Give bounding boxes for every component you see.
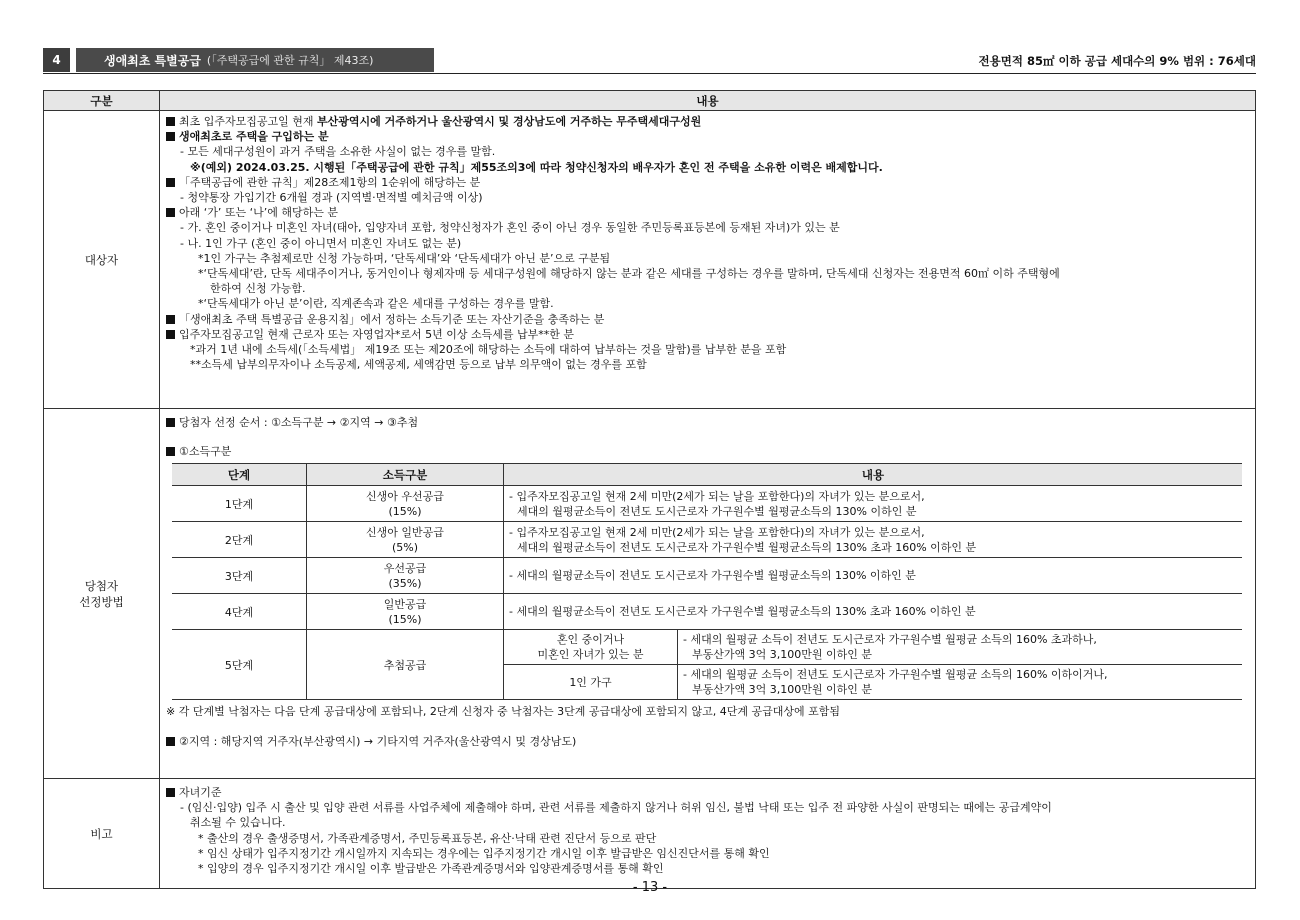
lottery-group-cell: 1인 가구	[504, 665, 678, 700]
square-bullet-icon	[166, 788, 175, 797]
table-row	[172, 486, 1242, 522]
remarks-line	[166, 785, 1249, 800]
target-line: *‘단독세대가 아닌 분’이란, 직계존속과 같은 세대를 구성하는 경우를 말함.	[198, 297, 554, 311]
text: - 입주자모집공고일 현재 2세 미만(2세가 되는 날을 포함한다)의 자녀가 있는 분으로서,	[509, 489, 925, 503]
stage-cell: 1단계	[172, 486, 307, 522]
income-heading	[166, 444, 1249, 459]
text: 아래 ‘가’ 또는 ‘나’에 해당하는 분	[179, 206, 338, 220]
target-line: 한하여 신청 가능함.	[210, 282, 306, 296]
text: 최초 입주자모집공고일 현재	[179, 115, 318, 128]
target-line	[166, 327, 1249, 342]
remarks-line: * 출산의 경우 출생증명서, 가족관계증명서, 주민등록표등본, 유산·낙태 관련 진단서 등으로 판단	[198, 831, 657, 845]
text: 부동산가액 3억 3,100만원 이하인 분	[692, 648, 872, 662]
note-part: 85㎡	[1027, 54, 1055, 68]
table-row	[172, 522, 1242, 558]
target-content	[160, 111, 1256, 409]
text: - 세대의 월평균 소득이 전년도 도시근로자 가구원수별 월평균 소득의 160% 이하이거나,	[683, 668, 1108, 682]
table-row	[172, 594, 1242, 630]
note-part: 범위 : 76세대	[1178, 54, 1256, 68]
remarks-content	[160, 779, 1256, 889]
content-cell	[678, 630, 1243, 665]
table-row	[172, 558, 1242, 594]
text: - 입주자모집공고일 현재 2세 미만(2세가 되는 날을 포함한다)의 자녀가 있는 분으로서,	[509, 525, 925, 539]
text: (5%)	[391, 540, 419, 554]
page-number: - 13 -	[632, 880, 668, 895]
header-divider	[43, 73, 1256, 74]
text: 신생아 일반공급	[366, 525, 444, 539]
sub-header-stage: 단계	[172, 464, 307, 486]
target-line: - 가. 혼인 중이거나 미혼인 자녀(태아, 입양자녀 포함, 청약신청자가 혼인 중이 아닌 경우 동일한 주민등록표등본에 등재된 자녀)가 있는 분	[180, 221, 840, 235]
section-title-sub: (「주택공급에 관한 규칙」 제43조)	[206, 54, 374, 67]
square-bullet-icon	[166, 132, 175, 141]
target-line	[166, 129, 1249, 144]
target-line	[166, 205, 1249, 220]
square-bullet-icon	[166, 208, 175, 217]
square-bullet-icon	[166, 447, 175, 456]
text-bold: 부산광역시에 거주하거나 울산광역시 및 경상남도에 거주하는 무주택세대구성원	[317, 115, 702, 128]
text: (35%)	[388, 576, 422, 590]
note-part: 이하 공급 세대수의	[1054, 54, 1160, 68]
col-content-header: 내용	[160, 91, 1256, 111]
target-line: - 청약통장 가입기간 6개월 경과 (지역별·면적별 예치금액 이상)	[180, 191, 483, 205]
income-type-cell	[307, 594, 504, 630]
target-line	[166, 114, 1249, 129]
content-cell	[504, 522, 1243, 558]
selection-order	[166, 415, 1249, 430]
square-bullet-icon	[166, 330, 175, 339]
target-line	[166, 312, 1249, 327]
text: ②지역 : 해당지역 거주자(부산광역시) → 기타지역 거주자(울산광역시 및 경상남도)	[179, 734, 577, 748]
row-label-target: 대상자	[44, 111, 160, 409]
text: 「주택공급에 관한 규칙」제28조제1항의 1순위에 해당하는 분	[179, 175, 481, 189]
label-line: 선정방법	[79, 594, 124, 609]
square-bullet-icon	[166, 117, 175, 126]
text: (15%)	[388, 504, 422, 518]
selection-content	[160, 409, 1256, 779]
target-line: *1인 가구는 추첨제로만 신청 가능하며, ‘단독세대’와 ‘단독세대가 아닌 분’으로 구분됨	[198, 251, 611, 265]
lottery-group-cell	[504, 630, 678, 665]
text: 세대의 월평균소득이 전년도 도시근로자 가구원수별 월평균소득의 130% 이하인 분	[517, 504, 917, 518]
stage-cell: 4단계	[172, 594, 307, 630]
note-part: 전용면적	[978, 54, 1027, 68]
section-title	[76, 48, 434, 72]
text: 미혼인 자녀가 있는 분	[537, 648, 644, 662]
income-type-cell	[307, 522, 504, 558]
region-priority	[166, 734, 1249, 749]
content-cell	[504, 486, 1243, 522]
text-bold: 생애최초로 주택을 구입하는 분	[179, 130, 329, 144]
text: 신생아 우선공급	[366, 489, 444, 503]
income-type-cell	[307, 486, 504, 522]
square-bullet-icon	[166, 178, 175, 187]
stage-cell: 5단계	[172, 630, 307, 700]
table-row	[172, 630, 1242, 665]
row-label-remarks: 비고	[44, 779, 160, 889]
text: 우선공급	[383, 561, 427, 575]
square-bullet-icon	[166, 418, 175, 427]
label-line: 당첨자	[84, 578, 119, 593]
section-title-main: 생애최초 특별공급	[104, 53, 201, 68]
target-line	[166, 160, 1249, 175]
sub-header-income-type: 소득구분	[307, 464, 504, 486]
income-stage-table	[172, 463, 1242, 700]
remarks-line: - (임신·입양) 입주 시 출산 및 입양 관련 서류를 사업주체에 제출해야 하며, 관련 서류를 제출하지 않거나 허위 임신, 불법 낙태 또는 입주 전 파양한 사실이 판명되는 때에는 공급계약이	[180, 801, 1052, 815]
text: 일반공급	[383, 597, 427, 611]
square-bullet-icon	[166, 315, 175, 324]
col-category-header: 구분	[44, 91, 160, 111]
target-line: *과거 1년 내에 소득세(「소득세법」 제19조 또는 제20조에 해당하는 소득에 대하여 납부하는 것을 말함)를 납부한 분을 포함	[190, 343, 787, 357]
exception-note: ※(예외) 2024.03.25. 시행된「주택공급에 관한 규칙」제55조의3에 따라 청약신청자의 배우자가 혼인 전 주택을 소유한 이력은 배제합니다.	[190, 160, 883, 174]
first-time-buyer-table	[43, 90, 1256, 889]
square-bullet-icon	[166, 737, 175, 746]
target-line: - 나. 1인 가구 (혼인 중이 아니면서 미혼인 자녀도 없는 분)	[180, 236, 462, 250]
text: 부동산가액 3억 3,100만원 이하인 분	[692, 683, 872, 697]
sub-header-content: 내용	[504, 464, 1243, 486]
text: ①소득구분	[179, 445, 232, 459]
remarks-line: * 입양의 경우 입주지정기간 개시일 이후 발급받은 가족관계증명서와 입양관계증명서를 통해 확인	[198, 862, 664, 876]
stage-carryover-note: ※ 각 단계별 낙첨자는 다음 단계 공급대상에 포함되나, 2단계 신청자 중 낙첨자는 3단계 공급대상에 포함되지 않고, 4단계 공급대상에 포함됨	[166, 705, 840, 719]
remarks-line: 취소될 수 있습니다.	[190, 816, 286, 830]
content-cell	[678, 665, 1243, 700]
target-line: *‘단독세대’란, 단독 세대주이거나, 동거인이나 형제자매 등 세대구성원에 해당하지 않는 분과 같은 세대를 구성하는 경우를 말하며, 단독세대 신청자는 전용면적 60㎡ 이하 주택형에	[198, 267, 1060, 281]
section-number: 4	[43, 48, 70, 72]
income-type-cell: 추첨공급	[307, 630, 504, 700]
target-line	[166, 175, 1249, 190]
stage-cell: 3단계	[172, 558, 307, 594]
text: (15%)	[388, 612, 422, 626]
text: 세대의 월평균소득이 전년도 도시근로자 가구원수별 월평균소득의 130% 초과 160% 이하인 분	[517, 540, 977, 554]
row-label-selection	[44, 409, 160, 779]
note-part: 9%	[1159, 54, 1179, 68]
text: 당첨자 선정 순서 : ①소득구분 → ②지역 → ③추첨	[179, 416, 419, 429]
text: - 세대의 월평균 소득이 전년도 도시근로자 가구원수별 월평균 소득의 160% 초과하나,	[683, 633, 1097, 647]
target-line: **소득세 납부의무자이나 소득공제, 세액공제, 세액감면 등으로 납부 의무액이 없는 경우를 포함	[190, 358, 647, 372]
text: 입주자모집공고일 현재 근로자 또는 자영업자*로서 5년 이상 소득세를 납부**한 분	[179, 327, 574, 341]
content-cell: - 세대의 월평균소득이 전년도 도시근로자 가구원수별 월평균소득의 130% 초과 160% 이하인 분	[504, 594, 1243, 630]
target-line: - 모든 세대구성원이 과거 주택을 소유한 사실이 없는 경우를 말함.	[180, 145, 496, 159]
remarks-line: * 임신 상태가 입주지정기간 개시일까지 지속되는 경우에는 입주지정기간 개시일 이후 발급받은 임신진단서를 통해 확인	[198, 846, 770, 860]
text: 「생애최초 주택 특별공급 운용지침」에서 정하는 소득기준 또는 자산기준을 충족하는 분	[179, 312, 605, 326]
content-cell: - 세대의 월평균소득이 전년도 도시근로자 가구원수별 월평균소득의 130% 이하인 분	[504, 558, 1243, 594]
text: 자녀기준	[179, 786, 222, 799]
stage-cell: 2단계	[172, 522, 307, 558]
supply-range-note	[979, 53, 1256, 69]
income-type-cell	[307, 558, 504, 594]
text: 혼인 중이거나	[556, 633, 625, 647]
